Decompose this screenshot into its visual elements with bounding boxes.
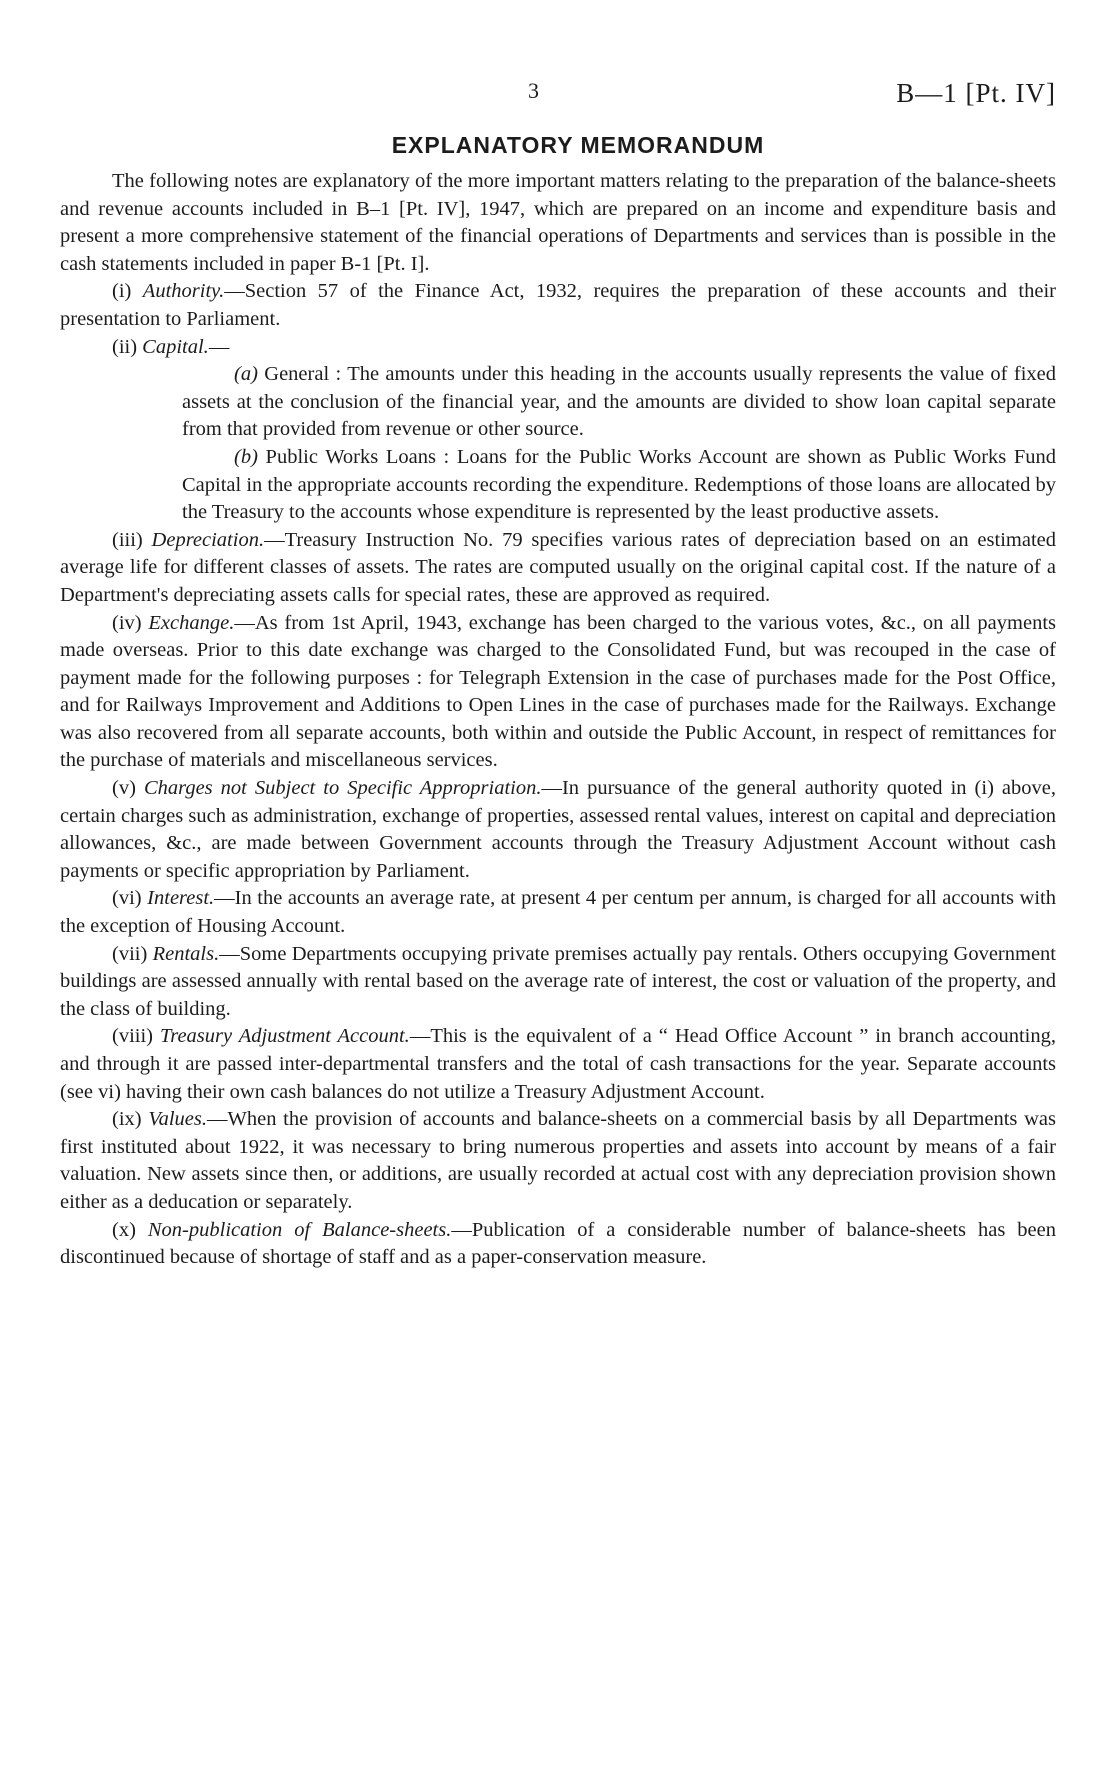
item-ix-values [60, 1106, 1056, 1216]
sub-item-label: General : [264, 363, 342, 386]
item-heading: Treasury Adjustment Account. [159, 1025, 410, 1048]
item-number: (vi) [112, 887, 142, 910]
item-number: (ii) [112, 335, 138, 358]
item-heading: Authority. [142, 280, 225, 303]
sub-item-text: Loans for the Public Works Account are shown as Public Works Fund Capital in the appropriate accounts recording the expenditure. Redemptions of those loans are allocated by the Treasury to the accounts whose expenditure is represented by the least productive assets. [182, 445, 1057, 524]
item-number: (x) [112, 1218, 136, 1241]
sub-item-label: Public Works Loans : [265, 445, 450, 468]
item-heading: Interest. [147, 887, 215, 910]
item-number: (viii) [112, 1025, 153, 1048]
item-text: —In the accounts an average rate, at present 4 per centum per annum, is charged for all accounts with the exception of Housing Account. [60, 887, 1057, 938]
document-page [60, 78, 1056, 1272]
item-text: —In pursuance of the general authority quoted in (i) above, certain charges such as administration, exchange of properties, assessed rental values, interest on capital and depreciation allowances, &c., are made between Government accounts through the Treasury Adjustment Account without cash payments or specific appropriation by Parliament. [60, 777, 1057, 882]
sub-item-number: (b) [234, 445, 258, 468]
item-ii-b-public-works-loans [60, 444, 1056, 527]
item-text: —Some Departments occupying private premises actually pay rentals. Others occupying Government buildings are assessed annually with rental based on the average rate of interest, the cost or valuation of the property, and the class of building. [60, 942, 1057, 1020]
item-text: —As from 1st April, 1943, exchange has been charged to the various votes, &c., on all payments made overseas. Prior to this date exchange was charged to the Consolidated Fund, but was recouped in the case of payment made for the following purposes : for Telegraph Extension in the case of purchases made for the Post Office, and for Railways Improvement and Additions to Open Lines in the case of purchases made for the Railways. Exchange was also recovered from all separate accounts, both within and outside the Public Account, in respect of remittances for the purchase of materials and miscellaneous services. [60, 611, 1056, 772]
item-heading: Non-publication of Balance-sheets. [147, 1218, 452, 1241]
item-vi-interest [60, 885, 1056, 940]
item-heading: Depreciation. [151, 528, 265, 551]
item-heading: Charges not Subject to Specific Appropriation. [143, 777, 542, 800]
item-vii-rentals [60, 941, 1056, 1024]
item-viii-treasury-adjustment [60, 1023, 1056, 1106]
item-ii-capital [60, 334, 1056, 362]
page-header [60, 78, 1056, 132]
item-heading: Rentals. [152, 942, 220, 965]
item-text: —Publication of a considerable number of balance-sheets has been discontinued because of shortage of staff and as a paper-conservation measure. [60, 1218, 1056, 1269]
sub-item-number: (a) [234, 363, 258, 386]
document-reference: B—1 [Pt. IV] [896, 78, 1056, 108]
item-number: (i) [112, 280, 132, 303]
intro-paragraph: The following notes are explanatory of the more important matters relating to the preparation of the balance-sheets and revenue accounts included in B–1 [Pt. IV], 1947, which are prepared on an income and expenditure basis and present a more comprehensive statement of the financial operations of Departments and services than is possible in the cash statements included in paper B-1 [Pt. I]. [60, 170, 1056, 275]
item-ii-a-general [60, 361, 1056, 444]
item-text: —Treasury Instruction No. 79 specifies various rates of depreciation based on an estimated average life for different classes of assets. The rates are computed usually on the original capital cost. If the nature of a Department's depreciating assets calls for special rates, these are approved as required. [60, 528, 1056, 606]
item-number: (iii) [112, 528, 143, 551]
page-number: 3 [528, 78, 539, 103]
item-text: —When the provision of accounts and balance-sheets on a commercial basis by all Departments was first instituted about 1922, it was necessary to bring numerous properties and assets into account by means of a fair valuation. New assets since then, or additions, are usually recorded at actual cost with any depreciation provision shown either as a deducation or separately. [60, 1108, 1056, 1213]
item-number: (v) [112, 777, 136, 800]
item-number: (ix) [112, 1108, 142, 1131]
item-text: —This is the equivalent of a “ Head Office Account ” in branch accounting, and through it are passed inter-departmental transfers and the total of cash transactions for the year. Separate accounts (see vi) having their own cash balances do not utilize a Treasury Adjustment Account. [60, 1025, 1056, 1103]
item-heading: Exchange. [148, 611, 235, 634]
item-number: (iv) [112, 611, 142, 634]
item-text: —Section 57 of the Finance Act, 1932, requires the preparation of these accounts and their presentation to Parliament. [60, 280, 1057, 330]
item-iii-depreciation [60, 527, 1056, 610]
sub-item-text: The amounts under this heading in the accounts usually represents the value of fixed assets at the conclusion of the financial year, and the amounts are divided to show loan capital separate from that provided from revenue or other source. [182, 363, 1056, 441]
item-i-authority [60, 278, 1056, 333]
item-dash: — [208, 335, 230, 358]
item-number: (vii) [112, 942, 148, 965]
page-title: EXPLANATORY MEMORANDUM [391, 132, 765, 158]
item-x-non-publication [60, 1217, 1056, 1272]
item-heading: Capital. [142, 335, 209, 358]
item-v-charges [60, 775, 1056, 885]
item-heading: Values. [148, 1108, 207, 1131]
item-iv-exchange [60, 610, 1056, 776]
